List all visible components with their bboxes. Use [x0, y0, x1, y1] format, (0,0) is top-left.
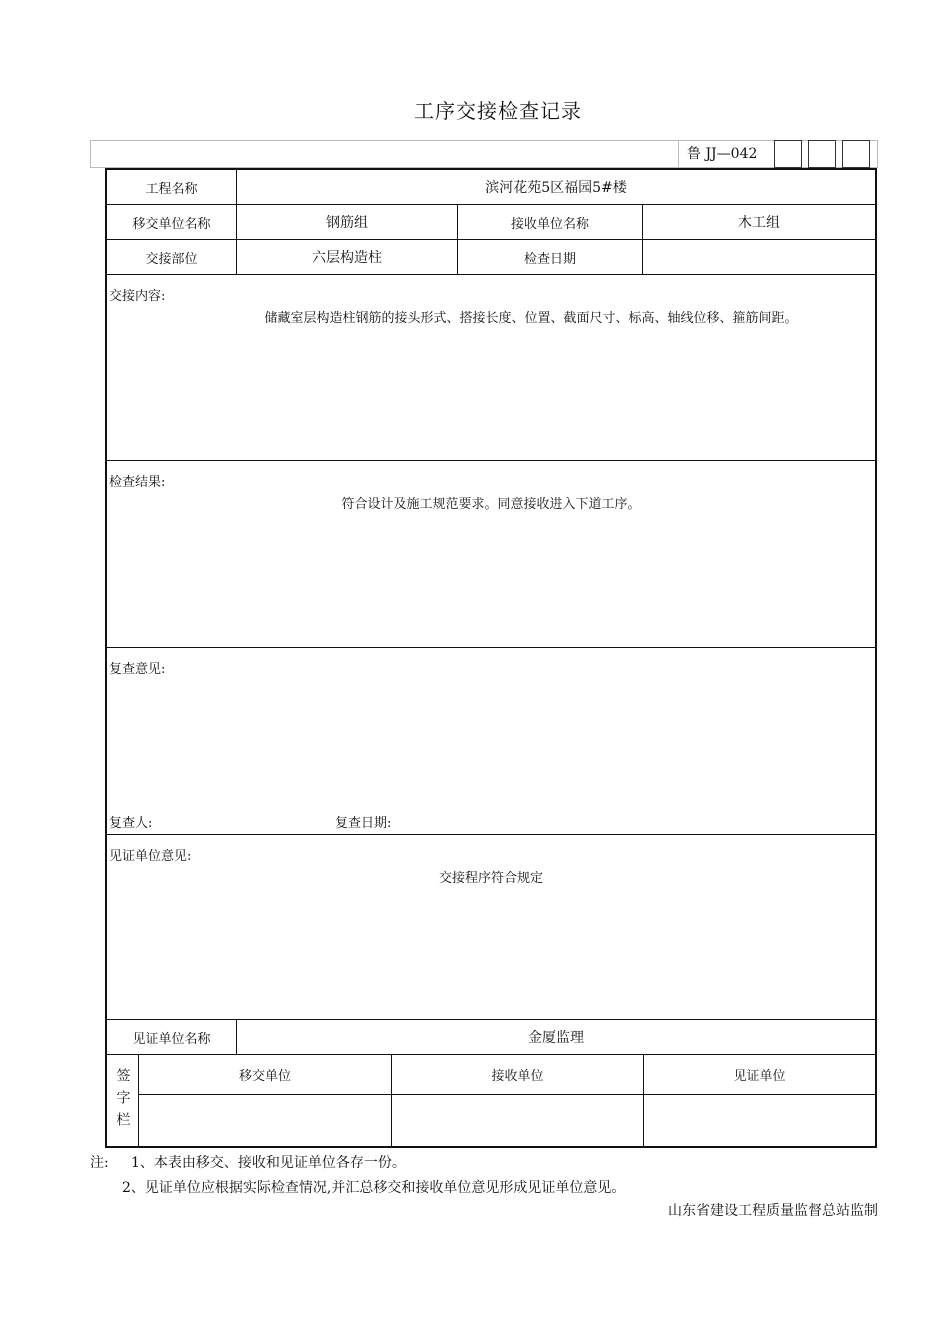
handover-part-label: 交接部位 [107, 240, 237, 274]
witness-unit-value[interactable]: 金厦监理 [528, 1030, 584, 1046]
witness-unit-label: 见证单位名称 [107, 1020, 237, 1054]
handover-unit-label: 移交单位名称 [107, 205, 237, 239]
handover-unit-value[interactable]: 钢筋组 [237, 205, 458, 239]
issuer-footer: 山东省建设工程质量监督总站监制 [668, 1203, 878, 1219]
project-name-label: 工程名称 [107, 170, 237, 204]
units-row [107, 205, 875, 240]
signature-field-handover[interactable] [139, 1095, 391, 1146]
signature-col-handover [139, 1055, 392, 1146]
receiving-unit-value[interactable]: 木工组 [738, 215, 780, 231]
handover-content-section [107, 275, 875, 461]
inspection-result-label: 检查结果: [109, 475, 166, 490]
code-box-1[interactable] [774, 140, 802, 168]
signature-field-receiving[interactable] [392, 1095, 643, 1146]
recheck-person-label: 复查人: [109, 816, 153, 831]
inspection-date-label: 检查日期 [458, 240, 643, 274]
signature-section [107, 1055, 875, 1146]
inspection-result-section [107, 461, 875, 648]
handover-content-label: 交接内容: [109, 289, 166, 304]
inspection-form-table [105, 168, 877, 1148]
recheck-section [107, 648, 875, 835]
signature-field-witness[interactable] [644, 1095, 875, 1146]
receiving-unit-label: 接收单位名称 [458, 205, 643, 239]
recheck-date-label: 复查日期: [335, 816, 392, 831]
note-line-2: 2、见证单位应根据实际检查情况,并汇总移交和接收单位意见形成见证单位意见。 [122, 1180, 626, 1196]
recheck-opinion-label: 复查意见: [109, 662, 166, 677]
part-date-row [107, 240, 875, 275]
witness-unit-row [107, 1020, 875, 1055]
signature-header-receiving: 接收单位 [392, 1055, 643, 1095]
handover-content-text[interactable]: 储藏室层构造柱钢筋的接头形式、搭接长度、位置、截面尺寸、标高、轴线位移、箍筋间距。 [264, 311, 798, 326]
project-name-value[interactable]: 滨河花苑5区福园5#楼 [485, 180, 627, 196]
inspection-date-value[interactable] [643, 240, 875, 274]
signature-header-handover: 移交单位 [139, 1055, 391, 1095]
project-row [107, 170, 875, 205]
signature-side-label: 签字栏 [107, 1055, 139, 1146]
code-box-3[interactable] [842, 140, 870, 168]
code-box-2[interactable] [808, 140, 836, 168]
note-line-1: 注: 1、本表由移交、接收和见证单位各存一份。 [90, 1155, 406, 1171]
inspection-result-text[interactable]: 符合设计及施工规范要求。同意接收进入下道工序。 [341, 497, 641, 512]
signature-header-witness: 见证单位 [644, 1055, 875, 1095]
signature-col-receiving [392, 1055, 644, 1146]
witness-opinion-text[interactable]: 交接程序符合规定 [438, 871, 543, 886]
signature-col-witness [644, 1055, 875, 1146]
handover-part-value[interactable]: 六层构造柱 [237, 240, 458, 274]
form-code: 鲁 JJ—042 [678, 140, 774, 168]
witness-opinion-section [107, 835, 875, 1020]
witness-opinion-label: 见证单位意见: [109, 849, 192, 864]
page-title: 工序交接检查记录 [414, 99, 582, 123]
